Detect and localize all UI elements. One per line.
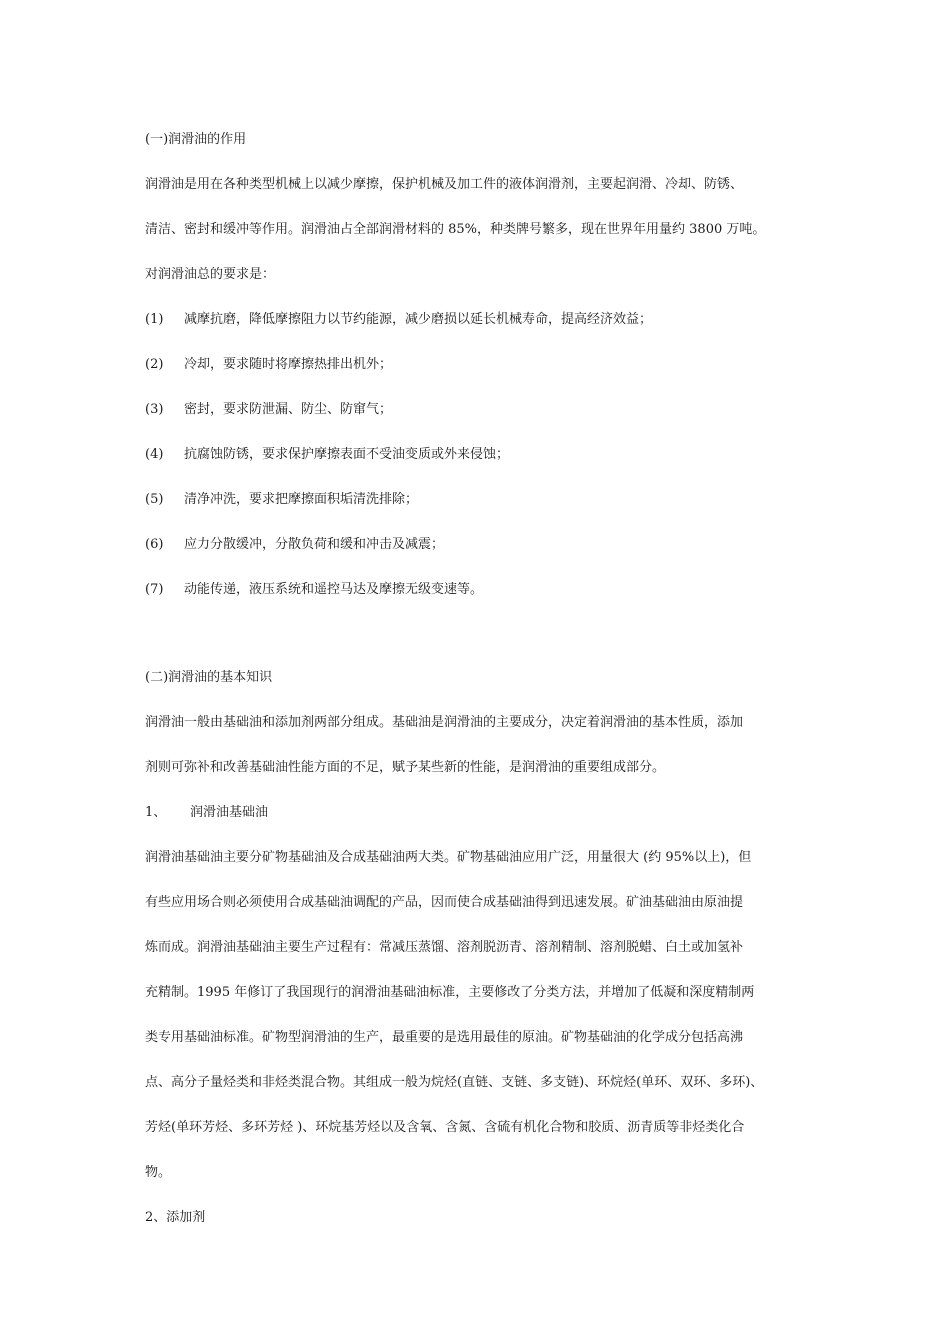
section1-paragraph-line: 清洁、密封和缓冲等作用。润滑油占全部润滑材料的 85%，种类牌号繁多，现在世界年用量约 3800 万吨。 xyxy=(145,222,766,237)
list-item-number: (2) xyxy=(145,357,164,372)
list-item-number: (7) xyxy=(145,582,164,597)
subsection2-title: 2、添加剂 xyxy=(145,1210,206,1225)
subsection1-paragraph-line: 点、高分子量烃类和非烃类混合物。其组成一般为烷烃(直链、支链、多支链)、环烷烃(单环、双环、多环)、 xyxy=(145,1075,764,1090)
subsection1-paragraph-line: 物。 xyxy=(145,1165,172,1180)
list-item-text: 密封，要求防泄漏、防尘、防窜气； xyxy=(184,402,393,417)
list-item-text: 抗腐蚀防锈，要求保护摩擦表面不受油变质或外来侵蚀； xyxy=(184,447,510,462)
section2-paragraph-line: 润滑油一般由基础油和添加剂两部分组成。基础油是润滑油的主要成分，决定着润滑油的基本性质，添加 xyxy=(145,715,744,730)
subsection1-paragraph-line: 类专用基础油标准。矿物型润滑油的生产，最重要的是选用最佳的原油。矿物基础油的化学成分包括高沸 xyxy=(145,1030,744,1045)
list-item-number: (6) xyxy=(145,537,164,552)
subsection1-number: 1、 xyxy=(145,805,167,820)
subsection1-title: 润滑油基础油 xyxy=(190,805,269,820)
list-item-text: 动能传递，液压系统和遥控马达及摩擦无级变速等。 xyxy=(184,582,484,597)
section1-heading: (一)润滑油的作用 xyxy=(145,132,247,147)
list-item-number: (4) xyxy=(145,447,164,462)
list-item-number: (3) xyxy=(145,402,164,417)
list-item-text: 冷却，要求随时将摩擦热排出机外； xyxy=(184,357,393,372)
section2-paragraph-line: 剂则可弥补和改善基础油性能方面的不足，赋予某些新的性能，是润滑油的重要组成部分。 xyxy=(145,760,666,775)
subsection1-paragraph-line: 充精制。1995 年修订了我国现行的润滑油基础油标准，主要修改了分类方法，并增加了低凝和深度精制两 xyxy=(145,985,755,1000)
list-item-text: 应力分散缓冲，分散负荷和缓和冲击及减震； xyxy=(184,537,445,552)
list-item-text: 清净冲洗，要求把摩擦面积垢清洗排除； xyxy=(184,492,419,507)
subsection1-paragraph-line: 芳烃(单环芳烃、多环芳烃 )、环烷基芳烃以及含氧、含氮、含硫有机化合物和胶质、沥青质等非烃类化合 xyxy=(145,1120,745,1135)
section2-heading: (二)润滑油的基本知识 xyxy=(145,670,273,685)
subsection1-paragraph-line: 润滑油基础油主要分矿物基础油及合成基础油两大类。矿物基础油应用广泛，用量很大 (约 95%以上)，但 xyxy=(145,850,752,865)
section1-paragraph-line: 润滑油是用在各种类型机械上以减少摩擦，保护机械及加工件的液体润滑剂，主要起润滑、冷却、防锈、 xyxy=(145,177,744,192)
list-item-number: (5) xyxy=(145,492,164,507)
section1-paragraph-line: 对润滑油总的要求是： xyxy=(145,267,276,282)
subsection1-paragraph-line: 有些应用场合则必须使用合成基础油调配的产品，因而使合成基础油得到迅速发展。矿油基础油由原油提 xyxy=(145,895,744,910)
list-item-number: (1) xyxy=(145,312,164,327)
list-item-text: 减摩抗磨，降低摩擦阻力以节约能源，减少磨损以延长机械寿命，提高经济效益； xyxy=(184,312,653,327)
subsection1-paragraph-line: 炼而成。润滑油基础油主要生产过程有：常减压蒸馏、溶剂脱沥青、溶剂精制、溶剂脱蜡、白土或加氢补 xyxy=(145,940,744,955)
